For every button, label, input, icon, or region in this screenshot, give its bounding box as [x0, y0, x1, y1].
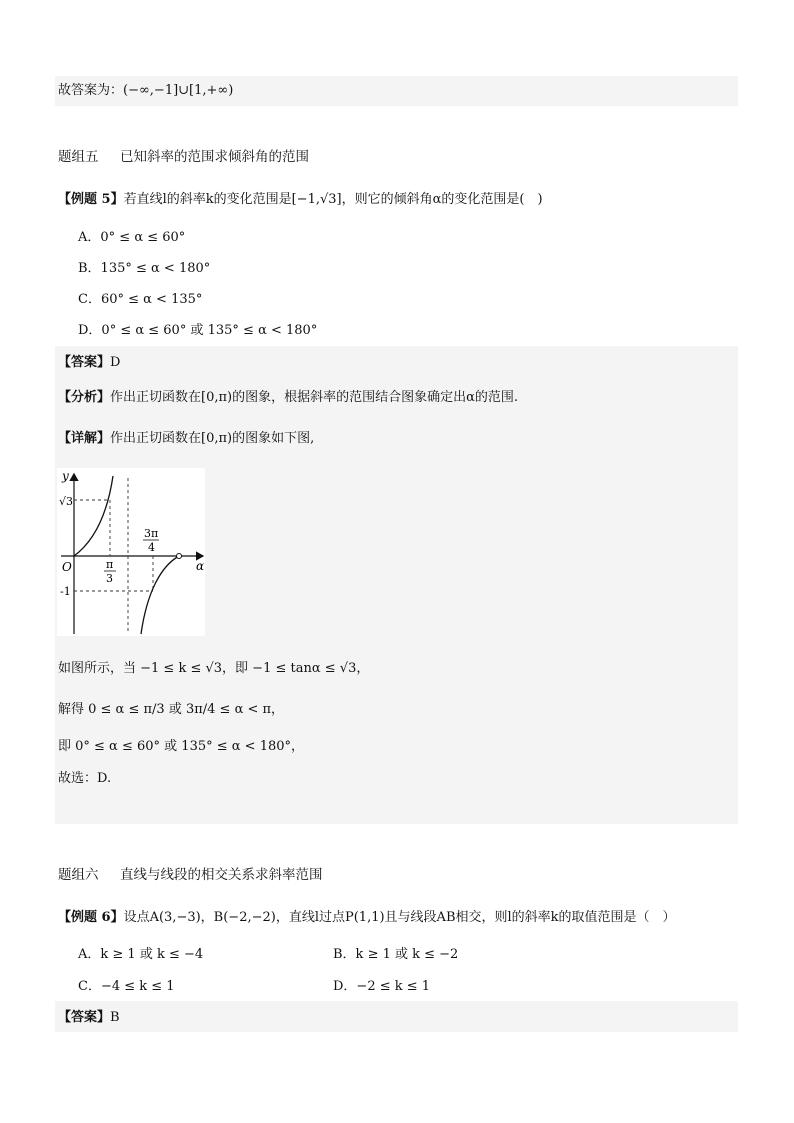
example5-detail-line — [58, 430, 314, 448]
solution-line-2: 解得 0 ≤ α ≤ π/3 或 3π/4 ≤ α < π， — [58, 702, 285, 717]
example5-question: 若直线l的斜率k的变化范围是[−1,√3]，则它的倾斜角α的变化范围是( ) — [123, 192, 543, 207]
group6-heading — [58, 866, 323, 884]
open-endpoint — [177, 554, 182, 559]
x-axis-label: α — [196, 559, 205, 573]
example5-answer: D — [110, 355, 121, 370]
origin-label: O — [62, 560, 72, 574]
example6-question-line — [58, 909, 676, 927]
example6-option-c: C．−4 ≤ k ≤ 1 — [78, 979, 175, 994]
pi3-denominator: 3 — [106, 572, 113, 585]
example6-question: 设点A(3,−3)，B(−2,−2)，直线l过点P(1,1)且与线段AB相交，则l的斜率k的取值范围是（ ） — [123, 910, 676, 925]
example6-answer-line — [58, 1009, 120, 1027]
example5-analysis: 作出正切函数在[0,π)的图象，根据斜率的范围结合图象确定出α的范围. — [110, 390, 519, 405]
tangent-curve-right — [141, 556, 179, 634]
threepi4-numerator: 3π — [144, 527, 159, 540]
group6-number: 题组六 — [58, 867, 99, 883]
example5-answer-line — [58, 354, 120, 372]
example5-answer-tag: 【答案】 — [58, 355, 111, 370]
example6-option-a: A．k ≥ 1 或 k ≤ −4 — [78, 947, 204, 962]
example5-tag: 【例题 5】 — [58, 192, 124, 207]
solution-line-4: 故选：D. — [58, 771, 112, 786]
example5-detail: 作出正切函数在[0,π)的图象如下图, — [110, 431, 315, 446]
top-answer-line: 故答案为：(−∞,−1]∪[1,+∞) — [58, 83, 234, 98]
example5-option-d: D．0° ≤ α ≤ 60° 或 135° ≤ α < 180° — [78, 323, 318, 338]
group5-number: 题组五 — [58, 149, 99, 165]
example5-option-b: B．135° ≤ α < 180° — [78, 261, 211, 276]
tangent-curve-left — [74, 476, 113, 556]
example6-option-d: D．−2 ≤ k ≤ 1 — [333, 979, 431, 994]
example5-option-a: A．0° ≤ α ≤ 60° — [78, 230, 186, 245]
example6-option-b: B．k ≥ 1 或 k ≤ −2 — [333, 947, 459, 962]
sqrt3-label: √3 — [59, 495, 74, 508]
example5-option-c: C．60° ≤ α < 135° — [78, 292, 203, 307]
group5-heading — [58, 148, 309, 166]
neg1-label: -1 — [60, 585, 71, 598]
tangent-graph-svg — [57, 468, 205, 636]
solution-line-3: 即 0° ≤ α ≤ 60° 或 135° ≤ α < 180°， — [58, 739, 305, 754]
solution-line-1: 如图所示，当 −1 ≤ k ≤ √3，即 −1 ≤ tanα ≤ √3， — [58, 661, 370, 676]
tangent-graph — [57, 468, 205, 636]
group6-title: 直线与线段的相交关系求斜率范围 — [120, 867, 323, 883]
y-axis-label: y — [62, 469, 69, 483]
example6-answer: B — [110, 1010, 120, 1025]
example5-analysis-line — [58, 389, 518, 407]
example5-analysis-tag: 【分析】 — [58, 390, 111, 405]
answer-block-example6 — [55, 1001, 738, 1032]
threepi4-denominator: 4 — [148, 541, 155, 554]
pi3-numerator: π — [106, 558, 114, 571]
example6-answer-tag: 【答案】 — [58, 1010, 111, 1025]
example5-detail-tag: 【详解】 — [58, 431, 111, 446]
group5-title: 已知斜率的范围求倾斜角的范围 — [120, 149, 309, 165]
example5-question-line — [58, 191, 543, 209]
example6-tag: 【例题 6】 — [58, 910, 124, 925]
